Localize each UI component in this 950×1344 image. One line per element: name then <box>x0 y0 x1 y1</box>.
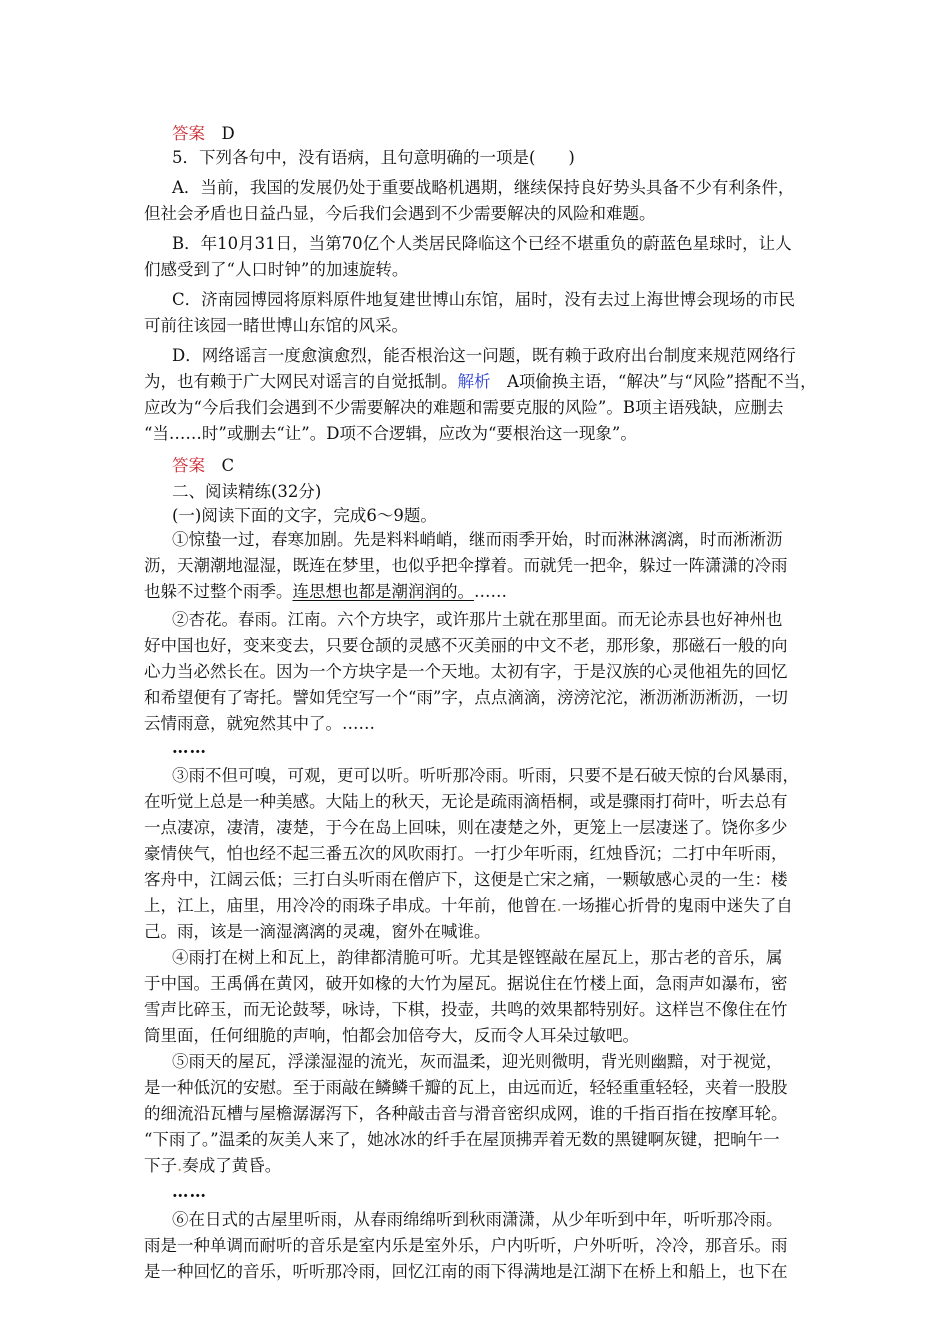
option-a-line: A．当前，我国的发展仍处于重要战略机遇期，继续保持良好势头具备不少有利条件， <box>172 178 795 197</box>
paragraph-line: 一点凄凉，凄清，凄楚，于今在岛上回味，则在凄楚之外，更笼上一层凄迷了。饶你多少 <box>144 818 788 837</box>
ellipsis: …… <box>172 1182 207 1201</box>
paragraph-line: 雨是一种单调而耐听的音乐是室内乐是室外乐，户内听听，户外听听，冷冷，那音乐。雨 <box>144 1236 788 1255</box>
ellipsis: …… <box>172 738 207 757</box>
paragraph-line: 心力当必然长在。因为一个方块字是一个天地。太初有字，于是汉族的心灵他祖先的回忆 <box>144 662 788 681</box>
paragraph-line: 筒里面，任何细脆的声响，怕都会加倍夸大，反而令人耳朵过敏吧。 <box>144 1026 639 1045</box>
paragraph-text: 一场摧心折骨的鬼雨中迷失了自 <box>561 896 793 915</box>
paragraph-line: 好中国也好，变来变去，只要仓颉的灵感不灭美丽的中文不老，那形象，那磁石一般的向 <box>144 636 788 655</box>
paragraph-text: 上，江上，庙里，用冷冷的雨珠子串成。十年前，他曾在 <box>144 896 557 915</box>
paragraph-line: 于中国。王禹偁在黄冈，破开如椽的大竹为屋瓦。据说住在竹楼上面，急雨声如瀑布，密 <box>144 974 788 993</box>
option-c-line: C．济南园博园将原料原件地复建世博山东馆，届时，没有去过上海世博会现场的市民 <box>172 290 796 309</box>
answer-line <box>172 123 235 145</box>
paragraph-line: 在听觉上总是一种美感。大陆上的秋天，无论是疏雨滴梧桐，或是骤雨打荷叶，听去总有 <box>144 792 788 811</box>
edit-mark: . <box>556 896 562 915</box>
paragraph-line <box>144 1155 281 1177</box>
paragraph-line <box>144 895 793 917</box>
paragraph-line: 豪情侠气，怕也经不起三番五次的风吹雨打。一打少年听雨，红烛昏沉；二打中年听雨， <box>144 844 788 863</box>
paragraph-line: 云情雨意，就宛然其中了。…… <box>144 714 375 733</box>
paragraph-line <box>144 581 507 603</box>
section-title: 二、阅读精练(32分) <box>172 482 322 501</box>
question-5-stem: 5．下列各句中，没有语病，且句意明确的一项是( ) <box>172 148 575 167</box>
option-c-line: 可前往该园一睹世博山东馆的风采。 <box>144 316 408 335</box>
paragraph-line: 客舟中，江阔云低；三打白头听雨在僧庐下，这便是亡宋之痛，一颗敏感心灵的一生：楼 <box>144 870 788 889</box>
option-d-analysis-line <box>144 371 817 393</box>
paragraph-text: 奏成了黄昏。 <box>182 1156 282 1175</box>
analysis-line: “当……时”或删去“让”。D项不合逻辑，应改为“要根治这一现象”。 <box>144 424 637 443</box>
analysis-line: 应改为“今后我们会遇到不少需要解决的难题和需要克服的风险”。B项主语残缺，应删去 <box>144 398 784 417</box>
option-b-line: B．年10月31日，当第70亿个人类居民降临这个已经不堪重负的蔚蓝色星球时，让人 <box>172 234 792 253</box>
paragraph-line: 的细流沿瓦槽与屋檐潺潺泻下，各种敲击音与滑音密织成网，谁的千指百指在按摩耳轮。 <box>144 1104 788 1123</box>
paragraph-line: ⑥在日式的古屋里听雨，从春雨绵绵听到秋雨潇潇，从少年听到中年，听听那冷雨。 <box>172 1210 783 1229</box>
paragraph-line: ⑤雨天的屋瓦，浮漾湿湿的流光，灰而温柔，迎光则微明，背光则幽黯，对于视觉， <box>172 1052 783 1071</box>
paragraph-line: 雪声比碎玉，而无论鼓琴，咏诗，下棋，投壶，共鸣的效果都特别好。这样岂不像住在竹 <box>144 1000 788 1019</box>
option-b-line: 们感受到了“人口时钟”的加速旋转。 <box>144 260 409 279</box>
analysis-text: A项偷换主语，“解决”与“风险”搭配不当， <box>490 372 817 391</box>
analysis-label: 解析 <box>457 372 491 391</box>
option-d-text: 为，也有赖于广大网民对谣言的自觉抵制。 <box>144 372 458 391</box>
answer-value: D <box>221 124 235 143</box>
answer-label: 答案 <box>172 124 205 143</box>
paragraph-line: “下雨了。”温柔的灰美人来了，她冰冰的纤手在屋顶拂弄着无数的黑键啊灰键，把晌午一 <box>144 1130 780 1149</box>
paragraph-text: …… <box>474 582 507 601</box>
paragraph-line: 己。雨，该是一滴湿漓漓的灵魂，窗外在喊谁。 <box>144 922 491 941</box>
answer-value: C <box>221 456 235 475</box>
option-a-line: 但社会矛盾也日益凸显，今后我们会遇到不少需要解决的风险和难题。 <box>144 204 656 223</box>
option-d-line: D．网络谣言一度愈演愈烈，能否根治这一问题，既有赖于政府出台制度来规范网络行 <box>172 346 796 365</box>
paragraph-line: ④雨打在树上和瓦上，韵律都清脆可听。尤其是铿铿敲在屋瓦上，那古老的音乐，属 <box>172 948 783 967</box>
edit-mark: . <box>177 1156 183 1175</box>
paragraph-text: 也躲不过整个雨季。 <box>144 582 293 601</box>
underlined-sentence: 连思想也都是潮润润的。 <box>292 582 474 601</box>
paragraph-line: ①惊蛰一过，春寒加剧。先是料料峭峭，继而雨季开始，时而淋淋漓漓，时而淅淅沥 <box>172 530 783 549</box>
paragraph-line: ②杏花。春雨。江南。六个方块字，或许那片土就在那里面。而无论赤县也好神州也 <box>172 610 783 629</box>
answer-label: 答案 <box>172 456 205 475</box>
answer-line <box>172 455 234 477</box>
paragraph-line: 是一种低沉的安慰。至于雨敲在鳞鳞千瓣的瓦上，由远而近，轻轻重重轻轻，夹着一股股 <box>144 1078 788 1097</box>
paragraph-line: 和希望便有了寄托。譬如凭空写一个“雨”字，点点滴滴，滂滂沱沱，淅沥淅沥淅沥，一切 <box>144 688 788 707</box>
section-subtitle: (一)阅读下面的文字，完成6～9题。 <box>172 506 437 525</box>
paragraph-line: ③雨不但可嗅，可观，更可以听。听听那冷雨。听雨，只要不是石破天惊的台风暴雨， <box>172 766 799 785</box>
paragraph-text: 下子 <box>144 1156 177 1175</box>
paragraph-line: 沥，天潮潮地湿湿，既连在梦里，也似乎把伞撑着。而就凭一把伞，躲过一阵潇潇的冷雨 <box>144 556 788 575</box>
paragraph-line: 是一种回忆的音乐，听听那冷雨，回忆江南的雨下得满地是江湖下在桥上和船上，也下在 <box>144 1262 788 1281</box>
